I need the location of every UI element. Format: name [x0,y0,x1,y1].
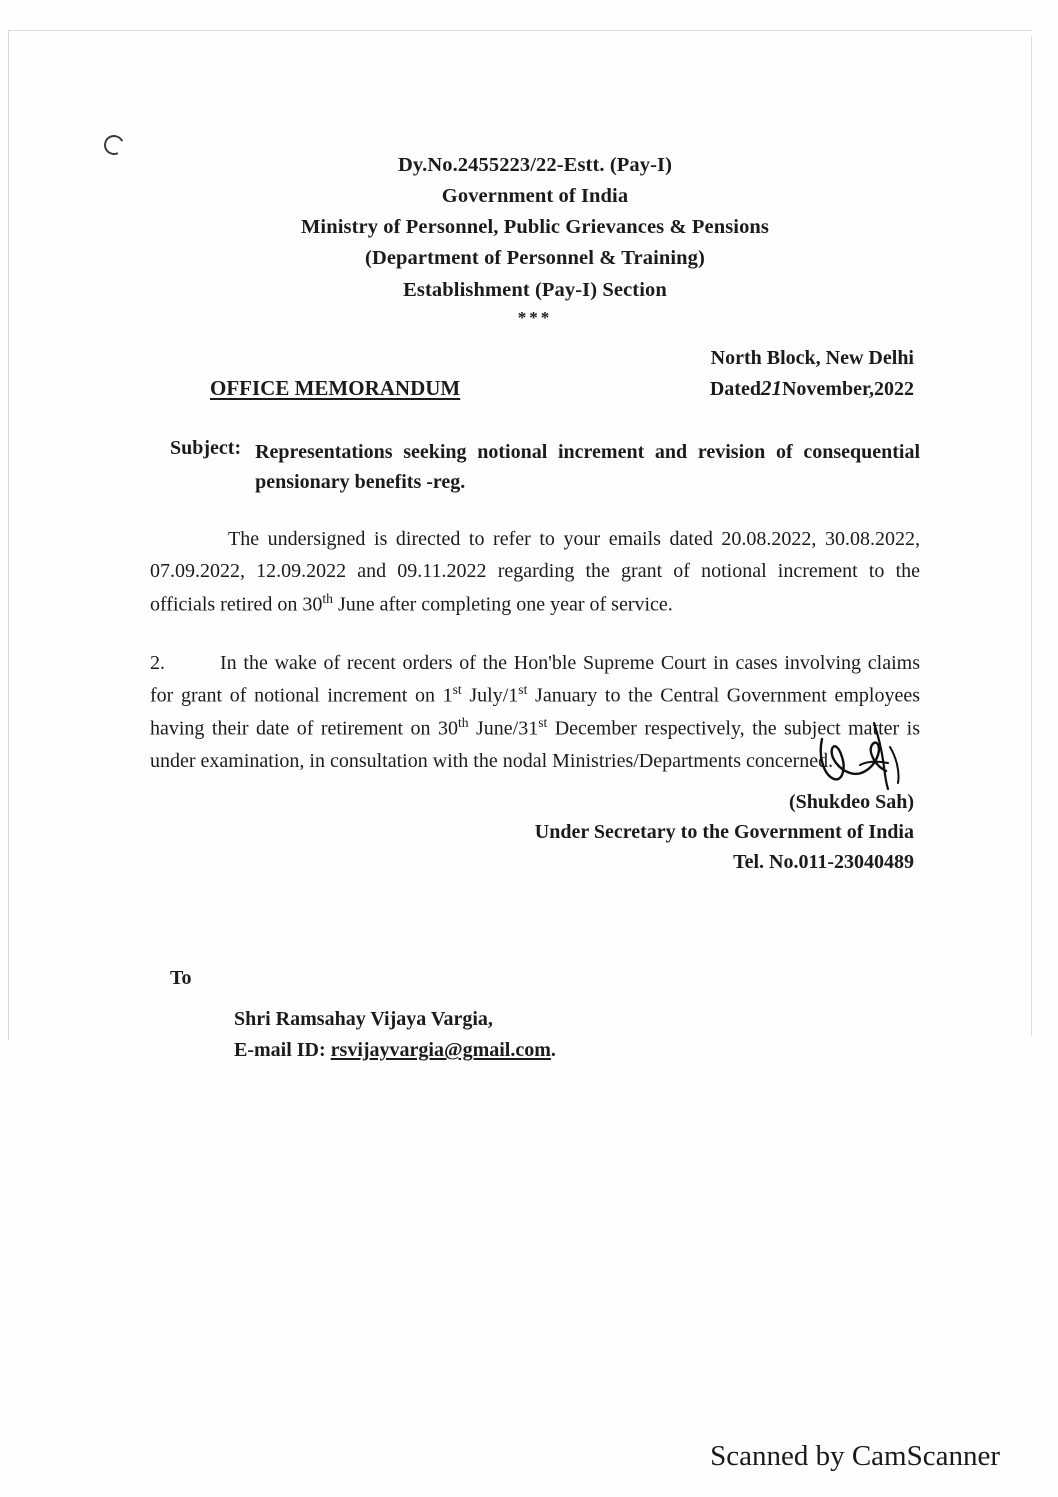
page-edge-line-top [8,30,1032,31]
date-line [710,373,914,404]
subject-text: Representations seeking notional increment and revision of consequential pensionary benefits -reg. [255,440,920,493]
recipient-block [150,963,920,1066]
letterhead-separator: *** [517,307,553,327]
paragraph-2-sup-d: st [538,715,548,731]
recipient-email-address[interactable]: rsvijayvargia@gmail.com [330,1039,551,1062]
date-handwritten: 21 [760,375,782,400]
document-body [150,150,920,1066]
scanner-watermark: Scanned by CamScanner [710,1440,1000,1472]
paragraph-2-text-c: January to the Central Government employees having their date of retirement on 30 [150,684,920,740]
page-edge-line-right [1031,36,1032,1036]
paragraph-2 [150,647,920,778]
letterhead-line-4: (Department of Personnel & Training) [365,247,705,270]
subject-label: Subject: [170,436,242,459]
punch-hole-mark [101,132,127,158]
paragraph-2-text-d: June/31 [468,717,539,740]
signatory-designation: Under Secretary to the Government of India [534,821,914,844]
paragraph-2-text-e: December respectively, the subject matter is under examination, in consultation with the nodal Ministries/Departments concerned. [150,717,920,773]
paragraph-2-number: 2. [150,651,165,674]
paragraph-2-sup-b: st [518,682,528,697]
recipient-email-line [150,1035,920,1066]
date-label: Dated [709,377,761,400]
recipient-email-label: E-mail ID: [234,1039,326,1062]
letterhead-line-1: Dy.No.2455223/22-Estt. (Pay-I) [397,154,673,176]
paragraph-2-sup-a: st [452,682,462,697]
letterhead-line-5: Establishment (Pay-I) Section [403,278,667,301]
letterhead-line-2: Government of India [441,185,629,208]
paragraph-1-text-b: June after completing one year of service. [332,593,673,616]
paragraph-2-sup-c: th [457,715,469,731]
letterhead-line-3: Ministry of Personnel, Public Grievances & Pensions [300,216,770,239]
date-rest: November,2022 [781,377,914,400]
paragraph-1-sup-a: th [322,590,333,606]
paragraph-2-text-b: July/1 [461,684,519,707]
page-title: OFFICE MEMORANDUM [210,375,461,400]
page-edge-line-left [8,30,9,1040]
paragraph-1-text-a: The undersigned is directed to refer to your emails dated 20.08.2022, 30.08.2022, 07.09.2022, 12.09.2022 and 09.11.2022 regarding the grant of notional increment to the officials retired on 30 [150,527,920,616]
subject-block [150,437,920,497]
recipient-name: Shri Ramsahay Vijaya Vargia, [234,1008,493,1031]
signature-block [150,787,920,877]
paragraph-2-text-a: In the wake of recent orders of the Hon'ble Supreme Court in cases involving claims for grant of notional increment on 1 [150,651,920,707]
to-label: To [170,967,192,990]
recipient-email-period: . [550,1039,556,1062]
letterhead [150,150,920,306]
place-line: North Block, New Delhi [710,346,914,369]
place-and-date [150,344,920,404]
signatory-name: (Shukdeo Sah) [788,791,914,814]
paragraph-1 [150,523,920,621]
signatory-phone: Tel. No.011-23040489 [733,851,914,874]
